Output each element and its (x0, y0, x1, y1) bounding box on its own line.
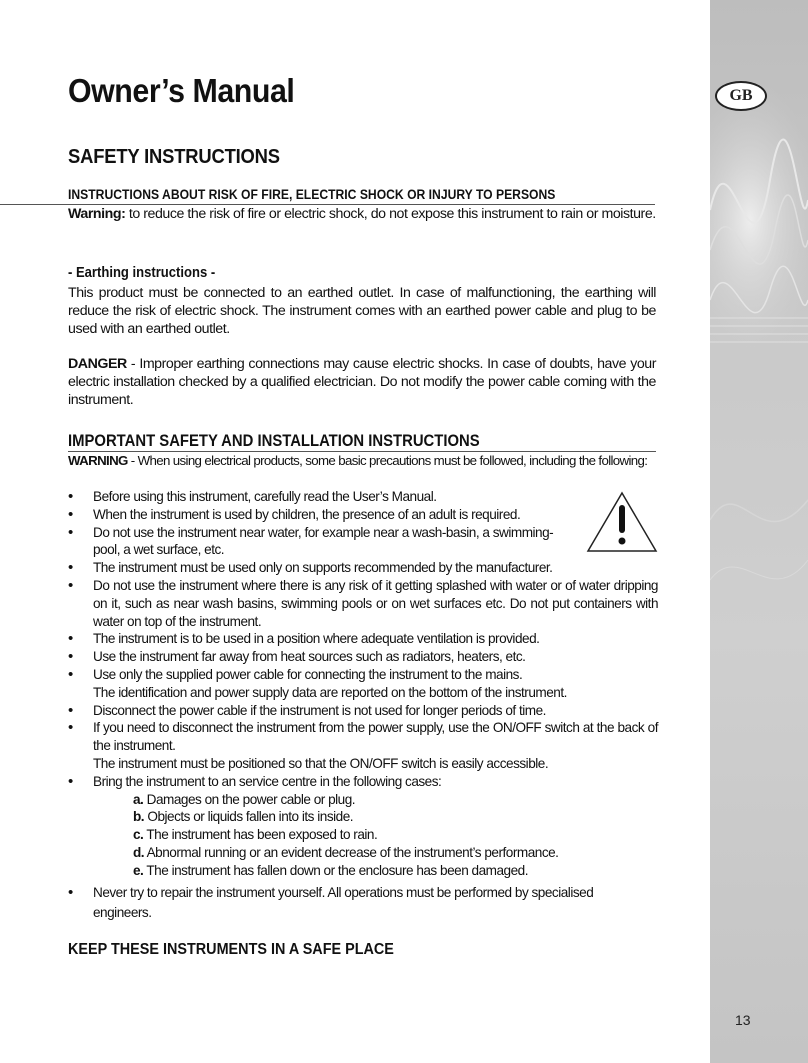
list-item: • Before using this instrument, carefully read the User’s Manual. (68, 488, 658, 506)
list-item: • Disconnect the power cable if the instrument is not used for longer periods of time. (68, 702, 658, 720)
earthing-heading: - Earthing instructions - (68, 265, 216, 281)
warning-label: Warning: (68, 206, 126, 222)
case-letter: c. (133, 827, 144, 843)
list-item: • When the instrument is used by children, the presence of an adult is required. (68, 506, 658, 524)
language-badge: GB (715, 81, 767, 111)
list-item (68, 773, 658, 880)
danger-text: - Improper earthing connections may cause electric shocks. In case of doubts, have your electric installation checked by a qualified electrician. Do not modify the power cable coming with the instrument. (68, 356, 656, 408)
warning-text: - When using electrical products, some basic precautions must be followed, including the following: (127, 453, 648, 468)
list-item (68, 666, 658, 702)
keep-safe-heading: KEEP THESE INSTRUMENTS IN A SAFE PLACE (68, 941, 394, 958)
fire-warning-paragraph (68, 205, 656, 223)
list-item-text: If you need to disconnect the instrument from the power supply, use the ON/OFF switch at the back of the instrument. (93, 720, 658, 754)
installation-heading: IMPORTANT SAFETY AND INSTALLATION INSTRUCTIONS (68, 432, 480, 450)
list-item-text: The instrument must be positioned so that the ON/OFF switch is easily accessible. (93, 755, 549, 771)
warning-text: to reduce the risk of fire or electric shock, do not expose this instrument to rain or moisture. (125, 206, 656, 222)
case-letter: a. (133, 791, 144, 807)
case-letter: e. (133, 862, 144, 878)
case-item (93, 826, 658, 844)
case-text: Damages on the power cable or plug. (143, 791, 356, 807)
case-item (93, 844, 658, 862)
warning-label: WARNING (68, 453, 128, 468)
list-item: • Do not use the instrument near water, for example near a wash-basin, a swimming-pool, a wet surface, etc. (68, 524, 563, 560)
list-item: • Use the instrument far away from heat sources such as radiators, heaters, etc. (68, 648, 658, 666)
decorative-sidebar (710, 0, 808, 1063)
list-item: • Do not use the instrument where there is any risk of it getting splashed with water or of water dripping on it, such as near wash basins, swimming pools or on wet surfaces etc. Do not put containers with water on top of the instrument. (68, 577, 658, 630)
case-letter: b. (133, 809, 145, 825)
fire-risk-heading: INSTRUCTIONS ABOUT RISK OF FIRE, ELECTRIC SHOCK OR INJURY TO PERSONS (68, 187, 556, 202)
list-item: • The instrument is to be used in a position where adequate ventilation is provided. (68, 630, 658, 648)
page-number: 13 (735, 1012, 751, 1028)
list-item (68, 719, 658, 772)
list-item-text: Bring the instrument to an service centre in the following cases: (93, 773, 442, 789)
case-item (93, 791, 658, 809)
danger-paragraph (68, 355, 656, 409)
section-title: SAFETY INSTRUCTIONS (68, 146, 280, 168)
safety-bullet-list (68, 488, 658, 923)
case-text: The instrument has fallen down or the enclosure has been damaged. (143, 862, 528, 878)
list-item: • Never try to repair the instrument yourself. All operations must be performed by specialised engineers. (68, 883, 633, 923)
earthing-paragraph: This product must be connected to an earthed outlet. In case of malfunctioning, the earthing will reduce the risk of electric shock. The instrument comes with an earthed power cable and plug to be used with an earthed outlet. (68, 285, 656, 337)
installation-warning-paragraph (68, 452, 656, 470)
list-item-text: Use only the supplied power cable for connecting the instrument to the mains. (93, 666, 523, 682)
list-item-text: The identification and power supply data are reported on the bottom of the instrument. (93, 684, 567, 700)
case-text: The instrument has been exposed to rain. (143, 827, 378, 843)
sound-wave-decoration (710, 0, 808, 1063)
case-text: Objects or liquids fallen into its inside. (144, 809, 354, 825)
list-item: • The instrument must be used only on supports recommended by the manufacturer. (68, 559, 658, 577)
case-letter: d. (133, 844, 145, 860)
case-text: Abnormal running or an evident decrease of the instrument’s performance. (144, 844, 559, 860)
case-item (93, 862, 658, 880)
case-item (93, 808, 658, 826)
page-title: Owner’s Manual (68, 72, 295, 109)
danger-label: DANGER (68, 356, 127, 372)
